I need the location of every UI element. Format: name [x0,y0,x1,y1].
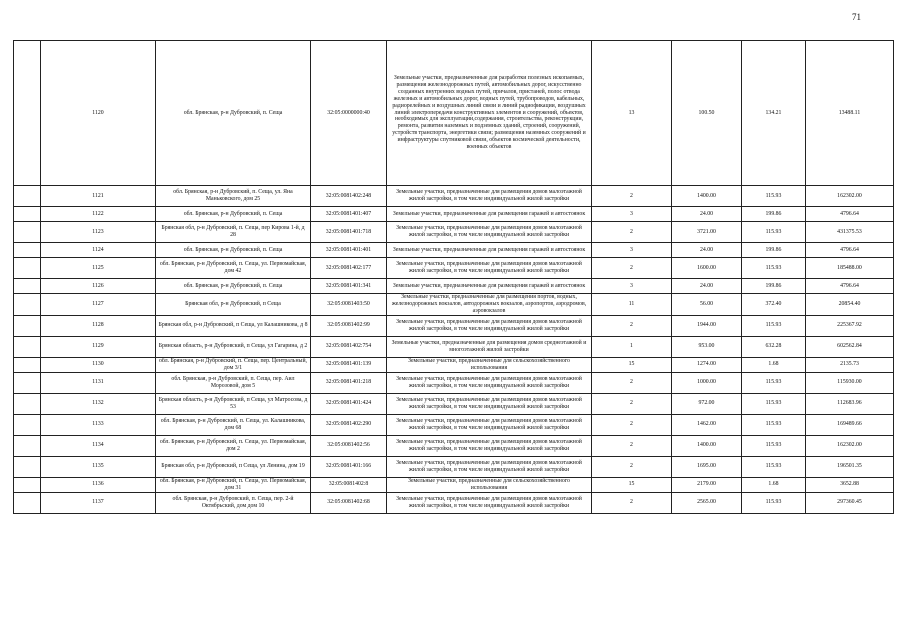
land-purpose-cell: Земельные участки, предназначенные для размещения домов малоэтажной жилой застройки, в том числе индивидуальной жилой застройки [387,186,592,207]
cadastral-value-cell: 4796.64 [806,243,894,258]
area-cell: 1944.00 [672,315,742,336]
cadastral-value-cell: 185488.00 [806,258,894,279]
table-row [14,414,894,435]
blank-cell [14,186,41,207]
table-row [14,393,894,414]
area-cell: 972.00 [672,393,742,414]
land-purpose-cell: Земельные участки, предназначенные для размещения домов малоэтажной жилой застройки, в том числе индивидуальной жилой застройки [387,414,592,435]
blank-cell [14,492,41,513]
cadastral-number-cell: 32:05:0081402:754 [311,336,387,357]
cadastral-value-cell: 2135.73 [806,357,894,372]
group-number-cell: 2 [592,258,672,279]
area-cell: 1695.00 [672,456,742,477]
specific-value-cell: 115.93 [742,372,806,393]
specific-value-cell: 115.93 [742,222,806,243]
cadastral-value-cell: 162302.00 [806,435,894,456]
specific-value-cell: 632.28 [742,336,806,357]
address-cell: Брянская обл, р-н Дубровский, п Сеща, ул Калашникова, д 8 [156,315,311,336]
address-cell: Брянская обл, р-н Дубровский, п. Сеща, пер Кирова 1-й, д 28 [156,222,311,243]
cadastral-value-cell: 602562.84 [806,336,894,357]
cadastral-number-cell: 32:05:0081402:248 [311,186,387,207]
address-cell: обл. Брянская, р-н Дубровский, п. Сеща, ул. Яна Маньковского, дом 25 [156,186,311,207]
row-number: 1135 [41,456,156,477]
table-row [14,435,894,456]
group-number-cell: 11 [592,294,672,316]
land-purpose-cell: Земельные участки, предназначенные для размещения домов среднеэтажной и многоэтажной жилой застройки [387,336,592,357]
row-number: 1131 [41,372,156,393]
row-number: 1121 [41,186,156,207]
cadastral-value-cell: 169489.66 [806,414,894,435]
specific-value-cell: 115.93 [742,414,806,435]
group-number-cell: 3 [592,207,672,222]
group-number-cell: 2 [592,222,672,243]
specific-value-cell: 1.68 [742,477,806,492]
cadastral-number-cell: 32:05:0081402:290 [311,414,387,435]
cadastral-number-cell: 32:05:0081401:341 [311,279,387,294]
cadastral-number-cell: 32:05:0081402:177 [311,258,387,279]
table-row [14,372,894,393]
table-row [14,456,894,477]
table-row [14,243,894,258]
address-cell: обл. Брянская, р-н Дубровский, п. Сеща, пер. 2-й Октябрьский, дом дом 10 [156,492,311,513]
address-cell: обл. Брянская, р-н Дубровский, п. Сеща [156,279,311,294]
group-number-cell: 2 [592,456,672,477]
group-number-cell: 2 [592,492,672,513]
blank-cell [14,414,41,435]
group-number-cell: 15 [592,357,672,372]
table-row [14,279,894,294]
specific-value-cell: 115.93 [742,492,806,513]
row-number: 1126 [41,279,156,294]
specific-value-cell: 199.86 [742,207,806,222]
specific-value-cell: 199.86 [742,243,806,258]
address-cell: обл. Брянская, р-н Дубровский, п. Сеща, ул. Калашникова, дом 68 [156,414,311,435]
address-cell: Брянская обл, р-н Дубровский, п Сеща [156,294,311,316]
land-purpose-cell: Земельные участки, предназначенные для размещения гаражей и автостоянок [387,243,592,258]
row-number: 1130 [41,357,156,372]
specific-value-cell: 372.40 [742,294,806,316]
land-purpose-cell: Земельные участки, предназначенные для размещения домов малоэтажной жилой застройки, в том числе индивидуальной жилой застройки [387,258,592,279]
area-cell: 1400.00 [672,186,742,207]
blank-cell [14,336,41,357]
area-cell: 1274.00 [672,357,742,372]
row-number: 1128 [41,315,156,336]
specific-value-cell: 115.93 [742,393,806,414]
group-number-cell: 2 [592,435,672,456]
row-number: 1120 [41,41,156,186]
row-number: 1137 [41,492,156,513]
cadastral-number-cell: 32:05:0081401:166 [311,456,387,477]
address-cell: обл. Брянская, р-н Дубровский, п. Сеща, ул. Первомайская, дом 31 [156,477,311,492]
specific-value-cell: 115.93 [742,186,806,207]
cadastral-number-cell: 32:05:0081402:68 [311,492,387,513]
area-cell: 1600.00 [672,258,742,279]
area-cell: 1462.00 [672,414,742,435]
table-row [14,41,894,186]
cadastral-value-cell: 297360.45 [806,492,894,513]
land-purpose-cell: Земельные участки, предназначенные для сельскохозяйственного использования [387,357,592,372]
specific-value-cell: 115.93 [742,258,806,279]
cadastral-number-cell: 32:05:0081401:407 [311,207,387,222]
cadastral-value-cell: 196501.35 [806,456,894,477]
blank-cell [14,294,41,316]
row-number: 1127 [41,294,156,316]
specific-value-cell: 115.93 [742,315,806,336]
row-number: 1122 [41,207,156,222]
specific-value-cell: 199.86 [742,279,806,294]
table-row [14,186,894,207]
address-cell: обл. Брянская, р-н Дубровский, п. Сеща, пер. Аил Морозовой, дом 5 [156,372,311,393]
cadastral-number-cell: 32:05:0000000:40 [311,41,387,186]
land-purpose-cell: Земельные участки, предназначенные для размещения домов малоэтажной жилой застройки, в том числе индивидуальной жилой застройки [387,435,592,456]
table-row [14,207,894,222]
blank-cell [14,243,41,258]
cadastral-value-cell: 112683.96 [806,393,894,414]
group-number-cell: 1 [592,336,672,357]
address-cell: обл. Брянская, р-н Дубровский, п. Сеща [156,243,311,258]
row-number: 1123 [41,222,156,243]
table-row [14,357,894,372]
land-purpose-cell: Земельные участки, предназначенные для разработки полезных ископаемых, размещения железнодорожных путей, автомобильных дорог, искусственно созданных внутренних водных путей, причалов, пристаней, полос отвода железных и автомобильных дорог, водных путей, трубопроводов, кабельных, радиорелейных и воздушных линий связи и линий радиофикации, воздушных линий электропередачи конструктивных элементов и сооружений, объектов, необходимых для эксплуатации,содержания, строительства, реконструкции, ремонта, развития наземных и подземных зданий, строений, сооружений, устройств транспорта, энергетики связи; размещения наземных сооружений и инфраструктуры спутниковой связи, объектов космической деятельности, военных объектов [387,41,592,186]
land-cadastral-table [13,40,894,514]
cadastral-value-cell: 115930.00 [806,372,894,393]
address-cell: Брянская обл, р-н Дубровский, п Сеща, ул Ленина, дом 19 [156,456,311,477]
cadastral-number-cell: 32:05:0081402:56 [311,435,387,456]
blank-cell [14,315,41,336]
land-purpose-cell: Земельные участки, предназначенные для сельскохозяйственного использования [387,477,592,492]
land-purpose-cell: Земельные участки, предназначенные для размещения гаражей и автостоянок [387,279,592,294]
cadastral-number-cell: 32:05:0081402:8 [311,477,387,492]
cadastral-value-cell: 431375.53 [806,222,894,243]
cadastral-value-cell: 20854.40 [806,294,894,316]
cadastral-number-cell: 32:05:0081403:50 [311,294,387,316]
table-row [14,492,894,513]
group-number-cell: 2 [592,315,672,336]
blank-cell [14,456,41,477]
cadastral-number-cell: 32:05:0081401:424 [311,393,387,414]
area-cell: 1400.00 [672,435,742,456]
cadastral-number-cell: 32:05:0081401:401 [311,243,387,258]
group-number-cell: 13 [592,41,672,186]
land-purpose-cell: Земельные участки, предназначенные для размещения домов малоэтажной жилой застройки, в том числе индивидуальной жилой застройки [387,492,592,513]
cadastral-number-cell: 32:05:0081401:139 [311,357,387,372]
specific-value-cell: 115.93 [742,435,806,456]
table-row [14,222,894,243]
area-cell: 24.00 [672,279,742,294]
blank-cell [14,372,41,393]
group-number-cell: 15 [592,477,672,492]
area-cell: 24.00 [672,207,742,222]
cadastral-number-cell: 32:05:0081402:99 [311,315,387,336]
row-number: 1133 [41,414,156,435]
specific-value-cell: 134.21 [742,41,806,186]
area-cell: 100.50 [672,41,742,186]
blank-cell [14,222,41,243]
address-cell: Брянская область, р-н Дубровский, п Сеща, ул Матросова, д 53 [156,393,311,414]
cadastral-value-cell: 225367.92 [806,315,894,336]
blank-cell [14,477,41,492]
row-number: 1136 [41,477,156,492]
land-purpose-cell: Земельные участки, предназначенные для размещения домов малоэтажной жилой застройки, в том числе индивидуальной жилой застройки [387,456,592,477]
table-row [14,336,894,357]
cadastral-value-cell: 4796.64 [806,207,894,222]
blank-cell [14,393,41,414]
area-cell: 24.00 [672,243,742,258]
land-purpose-cell: Земельные участки, предназначенные для размещения домов малоэтажной жилой застройки, в том числе индивидуальной жилой застройки [387,372,592,393]
table-row [14,315,894,336]
blank-cell [14,357,41,372]
blank-cell [14,435,41,456]
land-purpose-cell: Земельные участки, предназначенные для размещения гаражей и автостоянок [387,207,592,222]
group-number-cell: 2 [592,372,672,393]
land-purpose-cell: Земельные участки, предназначенные для размещения домов малоэтажной жилой застройки, в том числе индивидуальной жилой застройки [387,315,592,336]
cadastral-value-cell: 13488.11 [806,41,894,186]
group-number-cell: 2 [592,414,672,435]
row-number: 1124 [41,243,156,258]
row-number: 1132 [41,393,156,414]
cadastral-value-cell: 4796.64 [806,279,894,294]
page-number: 71 [852,12,861,22]
row-number: 1129 [41,336,156,357]
table-row [14,294,894,316]
address-cell: обл. Брянская, р-н Дубровский, п. Сеща, ул. Первомайская, дом 2 [156,435,311,456]
blank-cell [14,258,41,279]
cadastral-value-cell: 3652.88 [806,477,894,492]
table-row [14,477,894,492]
address-cell: обл. Брянская, р-н Дубровский, п. Сеща [156,41,311,186]
land-purpose-cell: Земельные участки, предназначенные для размещения домов малоэтажной жилой застройки, в том числе индивидуальной жилой застройки [387,222,592,243]
cadastral-number-cell: 32:05:0081401:218 [311,372,387,393]
land-purpose-cell: Земельные участки, предназначенные для размещения портов, водных, железнодорожных вокзалов, автодорожных вокзалов, аэропортов, аэродромов, аэровокзалов [387,294,592,316]
area-cell: 1000.00 [672,372,742,393]
area-cell: 3721.00 [672,222,742,243]
land-purpose-cell: Земельные участки, предназначенные для размещения домов малоэтажной жилой застройки, в том числе индивидуальной жилой застройки [387,393,592,414]
group-number-cell: 2 [592,186,672,207]
address-cell: обл. Брянская, р-н Дубровский, п. Сеща, пер. Центральный, дом 3/1 [156,357,311,372]
group-number-cell: 3 [592,243,672,258]
area-cell: 2179.00 [672,477,742,492]
blank-cell [14,41,41,186]
area-cell: 56.00 [672,294,742,316]
blank-cell [14,279,41,294]
address-cell: Брянская область, р-н Дубровский, п Сеща, ул Гагарина, д 2 [156,336,311,357]
area-cell: 953.00 [672,336,742,357]
row-number: 1134 [41,435,156,456]
group-number-cell: 3 [592,279,672,294]
group-number-cell: 2 [592,393,672,414]
specific-value-cell: 115.93 [742,456,806,477]
address-cell: обл. Брянская, р-н Дубровский, п. Сеща, ул. Первомайская, дом 42 [156,258,311,279]
blank-cell [14,207,41,222]
specific-value-cell: 1.68 [742,357,806,372]
table-row [14,258,894,279]
address-cell: обл. Брянская, р-н Дубровский, п. Сеща [156,207,311,222]
row-number: 1125 [41,258,156,279]
cadastral-value-cell: 162302.00 [806,186,894,207]
area-cell: 2565.00 [672,492,742,513]
cadastral-number-cell: 32:05:0081401:718 [311,222,387,243]
